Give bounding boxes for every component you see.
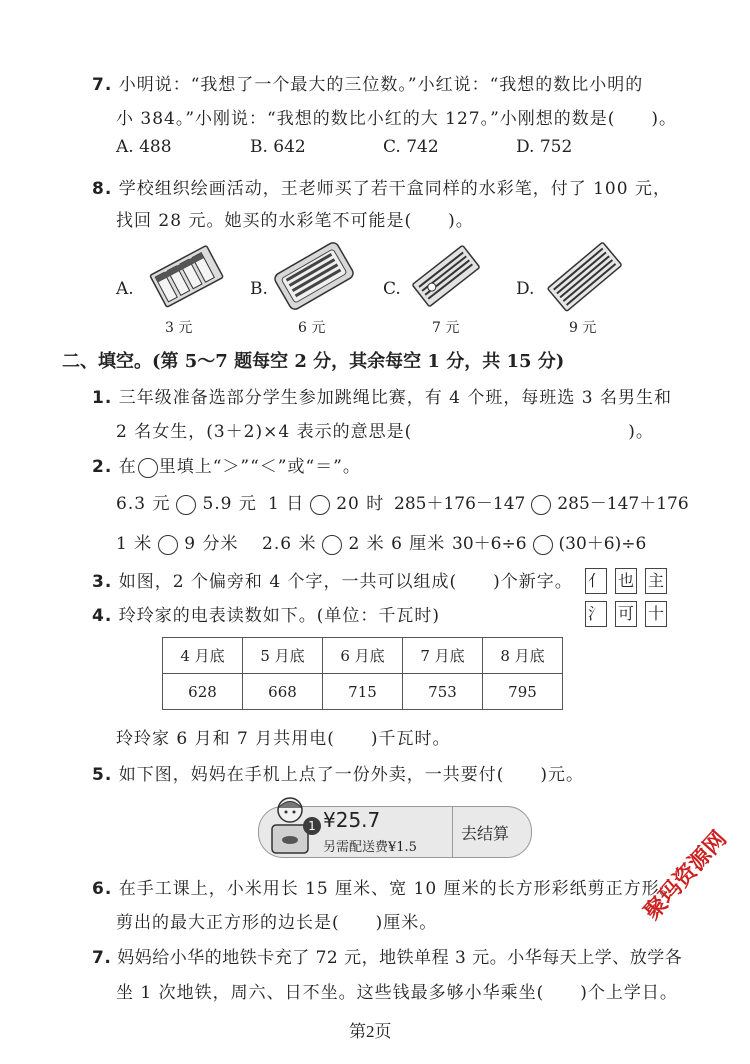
fill-q4-text: 玲玲家的电表读数如下。(单位：千瓦时) xyxy=(118,606,440,626)
mc-q8-option-b-letter: B. xyxy=(250,279,268,299)
mc-q7-text1: 小明说：“我想了一个最大的三位数。”小红说：“我想的数比小明的 xyxy=(118,75,644,95)
mc-q8-option-b-price: 6 元 xyxy=(298,320,326,336)
page-number: 第2页 xyxy=(349,1022,392,1041)
fill-q4-line xyxy=(92,601,440,626)
char-box-3: 可 xyxy=(615,601,637,627)
pen-box-c-image xyxy=(408,240,484,312)
char-box-1: 也 xyxy=(615,568,637,594)
char-box-2: 主 xyxy=(645,568,667,594)
fill-q5-line xyxy=(92,760,584,785)
fill-q2-row2-item3 xyxy=(452,529,646,555)
fill-q5-text: 如下图，妈妈在手机上点了一份外卖，一共要付( )元。 xyxy=(118,765,584,785)
mc-q8-option-c-letter: C. xyxy=(383,279,401,299)
compare-left: 285＋176－147 xyxy=(394,494,526,514)
mc-q7-line1 xyxy=(92,70,643,95)
compare-left: 6.3 元 xyxy=(116,494,171,514)
table-cell: 628 xyxy=(163,674,243,710)
pen-box-b-image xyxy=(274,238,354,314)
char-box-4: 十 xyxy=(645,601,667,627)
compare-left: 1 日 xyxy=(268,494,305,514)
mc-q8-line1 xyxy=(92,174,671,199)
mc-q7-line2: 小 384。”小刚说：“我想的数比小红的大 127。”小刚想的数是( )。 xyxy=(116,109,678,129)
fill-q7-text1: 妈妈给小华的地铁卡充了 72 元，地铁单程 3 元。小华每天上学、放学各 xyxy=(117,948,683,968)
table-header-cell: 6 月底 xyxy=(323,638,403,674)
fill-q3-number: 3. xyxy=(92,572,113,592)
pen-box-a-image xyxy=(148,240,226,310)
compare-circle[interactable] xyxy=(531,495,551,515)
radical-box-person: 亻 xyxy=(585,568,607,594)
fill-q7-line1 xyxy=(92,943,682,968)
fill-q3-line xyxy=(92,567,573,592)
fill-q2-row1-item3 xyxy=(394,489,689,515)
compare-circle-example xyxy=(138,458,158,478)
table-cell: 668 xyxy=(243,674,323,710)
fill-q1-number: 1. xyxy=(92,388,113,408)
table-header-cell: 8 月底 xyxy=(483,638,563,674)
pen-box-d-image xyxy=(544,236,624,316)
cart-divider xyxy=(452,807,453,857)
compare-circle[interactable] xyxy=(533,535,553,555)
fill-q6-line1 xyxy=(92,874,678,899)
table-cell: 753 xyxy=(403,674,483,710)
compare-circle[interactable] xyxy=(322,535,342,555)
mc-q8-option-a-price: 3 元 xyxy=(165,320,193,336)
fill-q2-row2-item2 xyxy=(262,529,445,555)
fill-q4-question: 玲玲家 6 月和 7 月共用电( )千瓦时。 xyxy=(116,729,451,749)
radical-box-water: 氵 xyxy=(585,601,607,627)
fill-q4-number: 4. xyxy=(92,606,113,626)
mc-q7-option-d: D. 752 xyxy=(516,137,573,157)
compare-circle[interactable] xyxy=(158,535,178,555)
compare-right: (30＋6)÷6 xyxy=(558,534,647,554)
mc-q7-option-c: C. 742 xyxy=(383,137,439,157)
mc-q8-number: 8. xyxy=(92,179,113,199)
fill-q2-intro-b: 里填上“＞”“＜”或“＝”。 xyxy=(158,457,361,477)
mc-q8-text1: 学校组织绘画活动，王老师买了若干盒同样的水彩笔，付了 100 元， xyxy=(118,179,671,199)
fill-q1-line2: 2 名女生，(3＋2)×4 表示的意思是( )。 xyxy=(116,422,654,442)
table-cell: 795 xyxy=(483,674,563,710)
fill-q2-intro-a: 在 xyxy=(118,457,137,477)
watermark-text: 聚玛资源网 xyxy=(639,826,732,926)
fill-q1-line1 xyxy=(92,383,672,408)
fill-q5-number: 5. xyxy=(92,765,113,785)
cart-count-badge: 1 xyxy=(303,817,321,835)
mc-q7-number: 7. xyxy=(92,75,113,95)
fill-q6-line2: 剪出的最大正方形的边长是( )厘米。 xyxy=(116,913,438,933)
compare-left: 2.6 米 xyxy=(262,534,317,554)
mc-q8-option-a-letter: A. xyxy=(116,279,134,299)
fill-q7-line2: 坐 1 次地铁，周六、日不坐。这些钱最多够小华乘坐( )个上学日。 xyxy=(116,983,678,1003)
table-header-cell: 5 月底 xyxy=(243,638,323,674)
fill-q2-row1-item1 xyxy=(116,489,257,515)
mc-q8-option-d-letter: D. xyxy=(516,279,535,299)
compare-right: 20 时 xyxy=(336,494,385,514)
mc-q7-option-a: A. 488 xyxy=(116,137,172,157)
compare-circle[interactable] xyxy=(176,495,196,515)
fill-q1-text1: 三年级准备选部分学生参加跳绳比赛，有 4 个班，每班选 3 名男生和 xyxy=(118,388,672,408)
compare-right: 285－147＋176 xyxy=(557,494,689,514)
fill-q2-row1-item2 xyxy=(268,489,384,515)
table-header-row xyxy=(163,638,563,674)
fill-q6-number: 6. xyxy=(92,879,113,899)
mc-q8-option-d-price: 9 元 xyxy=(569,320,597,336)
compare-circle[interactable] xyxy=(310,495,330,515)
fill-q2-row2-item1 xyxy=(116,529,238,555)
mc-q8-option-c-price: 7 元 xyxy=(432,320,460,336)
table-row xyxy=(163,674,563,710)
compare-right: 9 分米 xyxy=(184,534,239,554)
section-2-title: 二、填空。(第 5～7 题每空 2 分，其余每空 1 分，共 15 分) xyxy=(62,351,565,372)
compare-right: 5.9 元 xyxy=(202,494,257,514)
fill-q7-number: 7. xyxy=(92,948,112,968)
fill-q6-text1: 在手工课上，小米用长 15 厘米、宽 10 厘米的长方形彩纸剪正方形。 xyxy=(118,879,678,899)
mc-q8-line2: 找回 28 元。她买的水彩笔不可能是( )。 xyxy=(116,211,474,231)
cart-delivery-fee: 另需配送费¥1.5 xyxy=(323,840,417,855)
mc-q7-option-b: B. 642 xyxy=(250,137,306,157)
table-cell: 715 xyxy=(323,674,403,710)
compare-left: 30＋6÷6 xyxy=(452,534,527,554)
fill-q2-intro xyxy=(92,452,361,478)
table-header-cell: 7 月底 xyxy=(403,638,483,674)
fill-q2-number: 2. xyxy=(92,457,113,477)
compare-right: 2 米 6 厘米 xyxy=(348,534,446,554)
compare-left: 1 米 xyxy=(116,534,153,554)
meter-reading-table xyxy=(162,637,563,710)
cart-price: ¥25.7 xyxy=(323,808,381,832)
fill-q3-text: 如图，2 个偏旁和 4 个字，一共可以组成( )个新字。 xyxy=(118,572,573,592)
table-header-cell: 4 月底 xyxy=(163,638,243,674)
checkout-button[interactable]: 去结算 xyxy=(461,824,510,843)
